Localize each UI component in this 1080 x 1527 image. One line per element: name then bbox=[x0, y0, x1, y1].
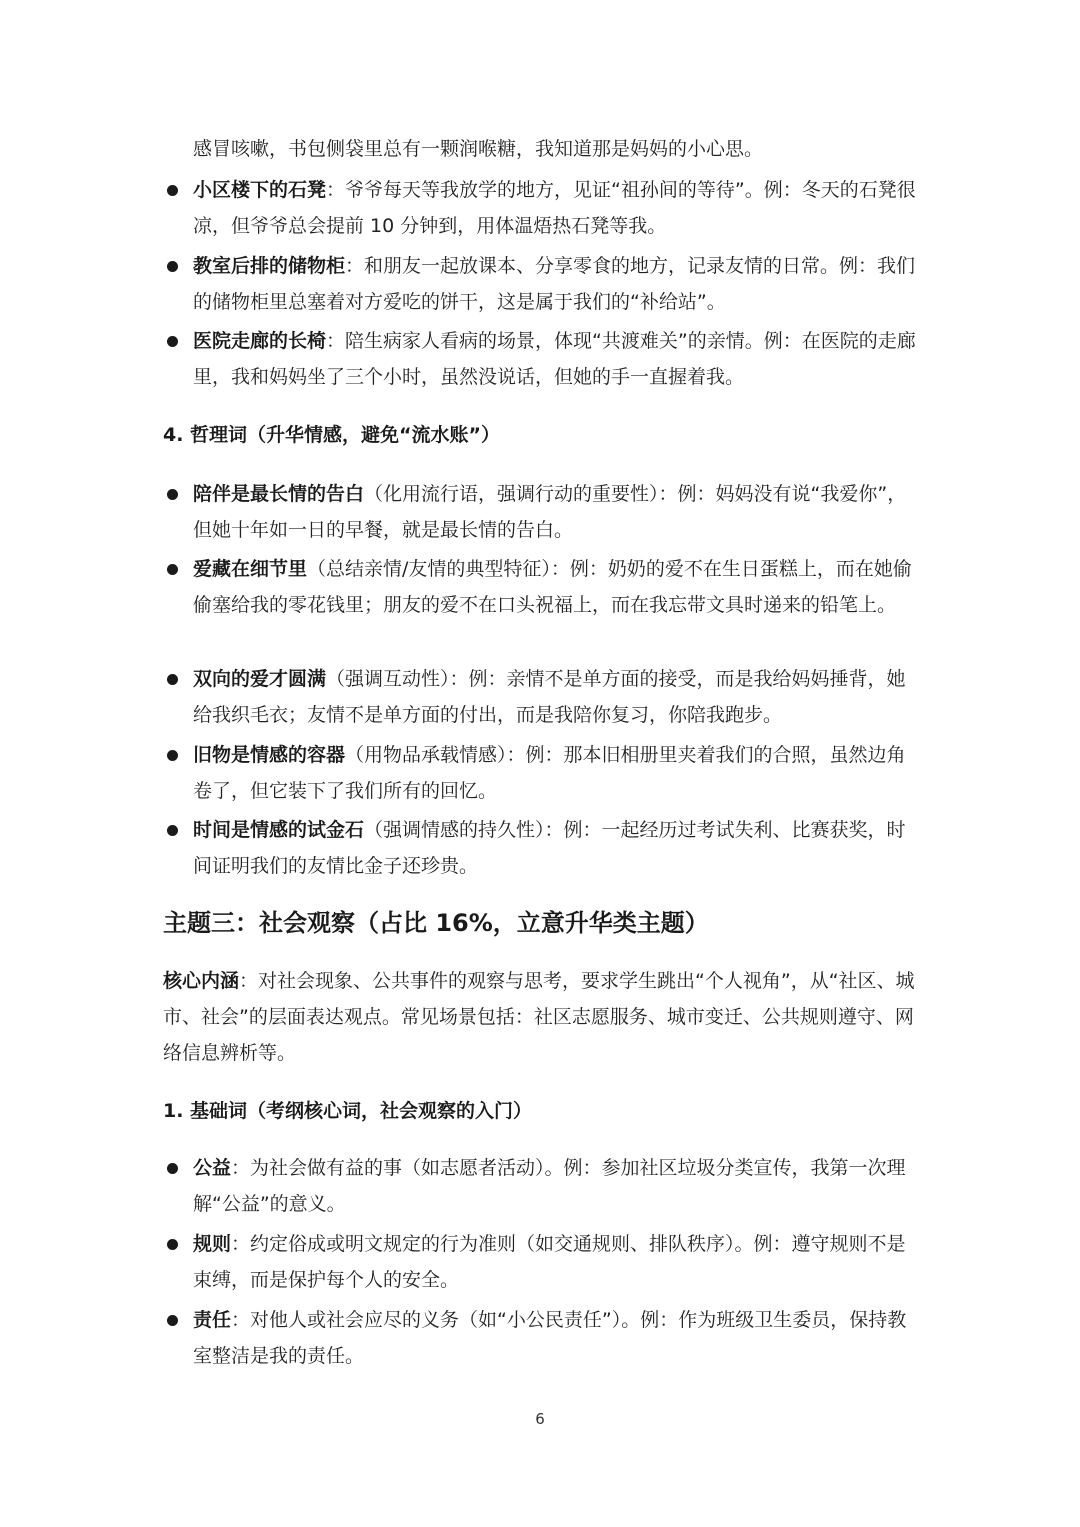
page-number: 6 bbox=[535, 1410, 545, 1428]
term: 爱藏在细节里 bbox=[193, 558, 308, 580]
theme-title: 主题三：社会观察（占比 16%，立意升华类主题） bbox=[163, 909, 709, 937]
definition: （强调情感的持久性）：例：一起经历过考试失利、比赛获奖，时间证明我们的友情比金子还珍贵。 bbox=[193, 819, 906, 877]
list-item bbox=[163, 248, 923, 320]
bullet-icon bbox=[167, 336, 178, 347]
definition: （用物品承载情感）：例：那本旧相册里夹着我们的合照，虽然边角卷了，但它装下了我们所有的回忆。 bbox=[193, 744, 906, 802]
bullet-icon bbox=[167, 261, 178, 272]
term: 旧物是情感的容器 bbox=[193, 744, 346, 766]
term: 责任 bbox=[193, 1309, 232, 1331]
definition: ：为社会做有益的事（如志愿者活动）。例：参加社区垃圾分类宣传，我第一次理解“公益”的意义。 bbox=[193, 1157, 906, 1215]
core-label: 核心内涵 bbox=[163, 970, 240, 992]
definition: （总结亲情/友情的典型特征）：例：奶奶的爱不在生日蛋糕上，而在她偷偷塞给我的零花钱里；朋友的爱不在口头祝福上，而在我忘带文具时递来的铅笔上。 bbox=[193, 558, 912, 616]
list-item bbox=[163, 476, 923, 548]
continuation-text: 感冒咳嗽，书包侧袋里总有一颗润喉糖，我知道那是妈妈的小心思。 bbox=[193, 138, 764, 160]
bullet-icon bbox=[167, 185, 178, 196]
definition: ：陪生病家人看病的场景，体现“共渡难关”的亲情。例：在医院的走廊里，我和妈妈坐了三个小时，虽然没说话，但她的手一直握着我。 bbox=[193, 330, 916, 388]
term: 陪伴是最长情的告白 bbox=[193, 483, 365, 505]
definition: ：和朋友一起放课本、分享零食的地方，记录友情的日常。例：我们的储物柜里总塞着对方爱吃的饼干，这是属于我们的“补给站”。 bbox=[193, 255, 916, 313]
term: 小区楼下的石凳 bbox=[193, 179, 327, 201]
bullet-icon bbox=[167, 750, 178, 761]
core-paragraph bbox=[163, 963, 923, 1071]
definition: ：对他人或社会应尽的义务（如“小公民责任”）。例：作为班级卫生委员，保持教室整洁是我的责任。 bbox=[193, 1309, 907, 1367]
section-heading: 4. 哲理词（升华情感，避免“流水账”） bbox=[163, 424, 501, 446]
list-item bbox=[163, 323, 923, 395]
list-item bbox=[163, 1226, 923, 1298]
term: 双向的爱才圆满 bbox=[193, 668, 327, 690]
definition: （化用流行语，强调行动的重要性）：例：妈妈没有说“我爱你”，但她十年如一日的早餐，就是最长情的告白。 bbox=[193, 483, 907, 541]
bullet-icon bbox=[167, 674, 178, 685]
term: 规则 bbox=[193, 1233, 232, 1255]
list-item bbox=[163, 737, 923, 809]
list-item bbox=[163, 172, 923, 244]
bullet-icon bbox=[167, 1239, 178, 1250]
bullet-icon bbox=[167, 1163, 178, 1174]
definition: ：爷爷每天等我放学的地方，见证“祖孙间的等待”。例：冬天的石凳很凉，但爷爷总会提前 10 分钟到，用体温焐热石凳等我。 bbox=[193, 179, 916, 237]
term: 公益 bbox=[193, 1157, 232, 1179]
list-item bbox=[163, 1302, 923, 1374]
list-item bbox=[163, 661, 923, 733]
list-item bbox=[163, 551, 923, 623]
definition: （强调互动性）：例：亲情不是单方面的接受，而是我给妈妈捶背，她给我织毛衣；友情不是单方面的付出，而是我陪你复习，你陪我跑步。 bbox=[193, 668, 906, 726]
list-item bbox=[163, 812, 923, 884]
bullet-icon bbox=[167, 1315, 178, 1326]
section-heading: 1. 基础词（考纲核心词，社会观察的入门） bbox=[163, 1100, 533, 1122]
bullet-icon bbox=[167, 825, 178, 836]
core-text: ：对社会现象、公共事件的观察与思考，要求学生跳出“个人视角”，从“社区、城市、社会”的层面表达观点。常见场景包括：社区志愿服务、城市变迁、公共规则遵守、网络信息辨析等。 bbox=[163, 970, 915, 1064]
term: 医院走廊的长椅 bbox=[193, 330, 327, 352]
term: 教室后排的储物柜 bbox=[193, 255, 346, 277]
definition: ：约定俗成或明文规定的行为准则（如交通规则、排队秩序）。例：遵守规则不是束缚，而是保护每个人的安全。 bbox=[193, 1233, 906, 1291]
bullet-icon bbox=[167, 489, 178, 500]
bullet-icon bbox=[167, 564, 178, 575]
list-item bbox=[163, 1150, 923, 1222]
term: 时间是情感的试金石 bbox=[193, 819, 365, 841]
